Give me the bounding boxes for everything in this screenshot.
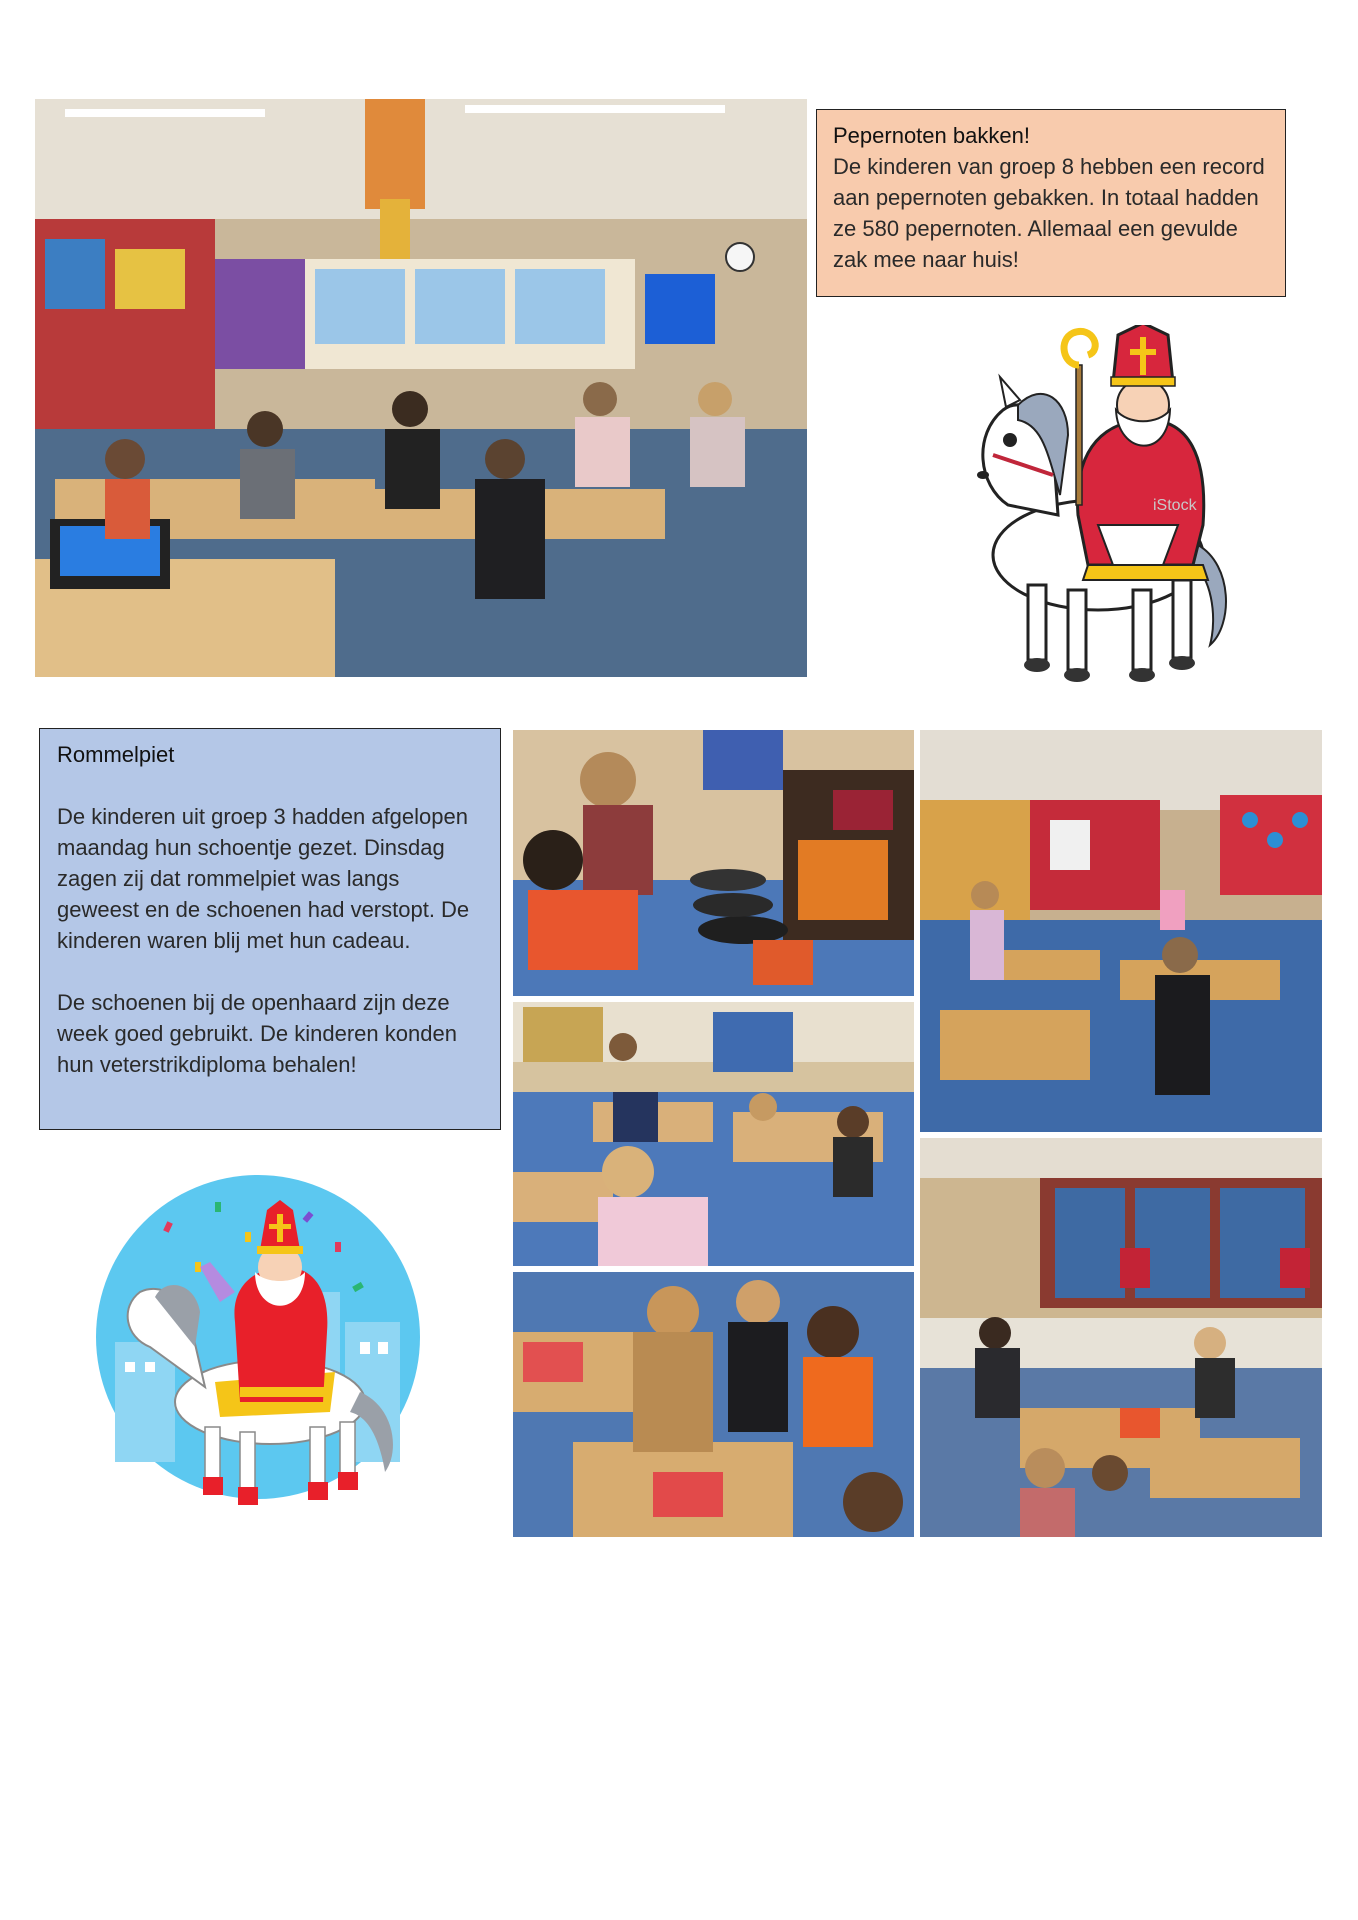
photo-classroom-children-desks [513, 1002, 914, 1266]
istock-watermark: iStock [1153, 497, 1197, 514]
sinterklaas-confetti-illustration [95, 1172, 425, 1522]
sinterklaas-horse-illustration [948, 325, 1248, 695]
photo-children-with-presents [513, 1272, 914, 1537]
photo-classroom-groep-3 [920, 730, 1322, 1132]
pepernoten-title: Pepernoten bakken! [833, 123, 1030, 148]
rommelpiet-paragraph-1: De kinderen uit groep 3 hadden afgelopen maandag hun schoentje gezet. Dinsdag zagen zij dat rommelpiet was langs geweest en de schoenen had verstopt. De kinderen waren blij met hun cadeau. [57, 804, 470, 953]
pepernoten-body: De kinderen van groep 8 hebben een record aan pepernoten gebakken. In totaal hadden ze 580 pepernoten. Allemaal een gevulde zak mee naar huis! [833, 154, 1265, 272]
classroom-photo-groep-8 [35, 99, 807, 677]
rommelpiet-title: Rommelpiet [57, 742, 175, 767]
rommelpiet-article-box [39, 728, 501, 1130]
photo-classroom-windows [920, 1138, 1322, 1537]
photo-shoes-fireplace [513, 730, 914, 996]
pepernoten-article-box [816, 109, 1286, 297]
rommelpiet-paragraph-2: De schoenen bij de openhaard zijn deze week goed gebruikt. De kinderen konden hun veterstrikdiploma behalen! [57, 990, 457, 1077]
